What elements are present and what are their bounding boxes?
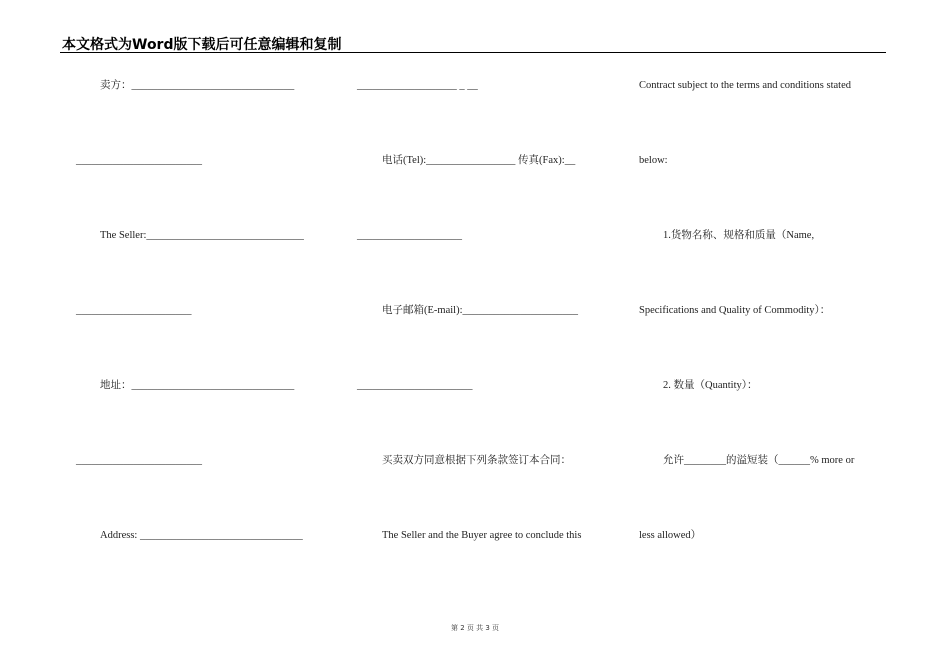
- tel-fax-field: 电话(Tel):_________________ 传真(Fax):__: [382, 155, 576, 166]
- tolerance-clause: 允许________的溢短装（______% more or: [663, 455, 855, 466]
- tolerance-continuation: less allowed）: [639, 530, 702, 541]
- seller-name-field: 卖方：_______________________________: [100, 80, 295, 91]
- seller-name-continuation: ________________________: [76, 155, 202, 166]
- address-field: 地址：_______________________________: [100, 380, 295, 391]
- email-continuation: ______________________: [357, 380, 473, 391]
- page-header-title: 本文格式为Word版下载后可任意编辑和复制: [62, 37, 342, 53]
- seller-english-field: The Seller:______________________________: [100, 230, 304, 241]
- address-english-field: Address: _______________________________: [100, 530, 303, 541]
- email-field: 电子邮箱(E-mail):______________________: [382, 305, 578, 316]
- page-number-footer: 第 2 页 共 3 页: [450, 624, 500, 632]
- clause-1-continuation: Specifications and Quality of Commodity）：: [639, 305, 831, 316]
- seller-english-continuation: ______________________: [76, 305, 192, 316]
- middle-blank-line: ___________________ _ __: [357, 80, 478, 91]
- contract-terms-line: Contract subject to the terms and conditions stated: [639, 80, 851, 91]
- agreement-statement-en: The Seller and the Buyer agree to conclude this: [382, 530, 582, 541]
- agreement-statement-cn: 买卖双方同意根据下列条款签订本合同：: [382, 455, 571, 466]
- header-divider: [60, 52, 886, 53]
- clause-2-heading: 2. 数量（Quantity）：: [663, 380, 758, 391]
- address-continuation: ________________________: [76, 455, 202, 466]
- tel-fax-continuation: ____________________: [357, 230, 462, 241]
- contract-terms-continuation: below:: [639, 155, 668, 166]
- clause-1-heading: 1.货物名称、规格和质量（Name,: [663, 230, 815, 241]
